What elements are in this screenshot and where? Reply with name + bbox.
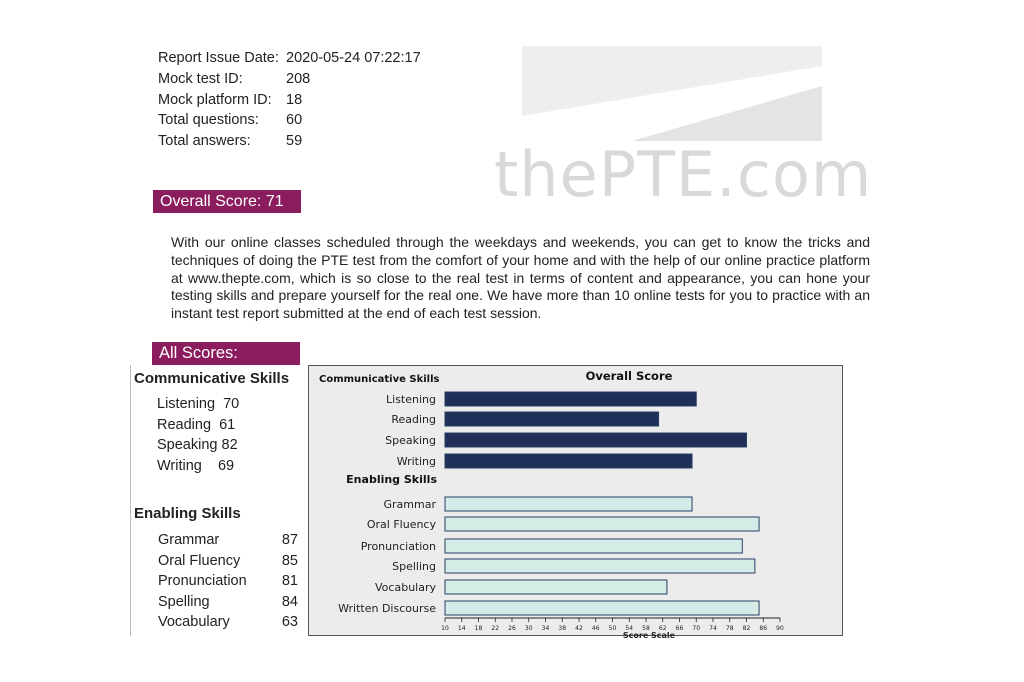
list-item: Listening 70 [157,396,240,412]
enabling-skills-title: Enabling Skills [134,505,241,522]
chart-bar [445,539,742,553]
list-item: Grammar 87 [158,532,298,548]
chart-tick-label: 34 [541,625,550,632]
chart-tick-label: 26 [508,625,516,632]
chart-category-label: Spelling [392,560,436,573]
chart-bar [445,517,759,531]
chart-tick-label: 54 [625,625,634,632]
chart-tick-label: 66 [675,625,684,632]
watermark-text: thePTE.com [494,138,873,211]
chart-group-label: Enabling Skills [346,473,437,486]
chart-category-label: Speaking [385,434,436,447]
chart-tick-label: 62 [658,625,667,632]
chart-tick-label: 82 [742,625,751,632]
chart-bar [445,497,692,511]
meta-row: Mock platform ID: 18 [158,91,303,108]
chart-category-label: Grammar [383,498,436,511]
overall-score-chart [308,365,843,640]
chart-tick-label: 70 [692,625,701,632]
bar-chart-svg [309,366,842,640]
chart-category-label: Written Discourse [338,602,436,615]
chart-bar [445,392,696,406]
chart-category-label: Reading [391,413,436,426]
communicative-skills-title: Communicative Skills [134,370,290,387]
list-item: Vocabulary 63 [158,614,298,631]
watermark-logo-shape [522,46,822,141]
list-item: Writing 69 [157,457,235,474]
chart-tick-label: 22 [491,625,500,632]
chart-tick-label: 10 [441,625,449,632]
chart-tick-label: 42 [575,625,583,632]
description-paragraph: With our online classes scheduled through the weekdays and weekends, you can get to know the tricks and techniques of doing the PTE test from the comfort of your home and with the help of our online practice platform at www.thepte.com, which is so close to the real test in terms of content and appearance, you can hone your testing skills and prepare yourself for the real one. We have more than 10 online tests for you to practice with an instant test report submitted at the end of each test session. [171,234,870,322]
chart-tick-label: 46 [591,625,600,632]
list-item: Pronunciation 81 [158,573,298,590]
chart-tick-label: 78 [725,625,734,632]
chart-tick-label: 50 [608,625,617,632]
chart-tick-label: 90 [776,625,784,632]
list-item: Reading 61 [157,416,236,433]
chart-category-label: Writing [396,455,436,468]
overall-score-badge: Overall Score: 71 [153,190,301,213]
divider [130,365,131,636]
chart-bar [445,454,692,468]
chart-x-label: Score Scale [622,631,676,640]
list-item: Spelling 84 [158,593,298,610]
chart-category-label: Pronunciation [360,540,436,553]
chart-group-label: Communicative Skills [319,374,440,385]
list-item: Speaking 82 [157,437,238,454]
meta-row: Report Issue Date: 2020-05-24 07:22:17 [158,50,421,66]
chart-bar [445,580,667,594]
meta-row: Total answers: 59 [158,133,303,150]
chart-bar [445,559,755,573]
meta-row: Total questions: 60 [158,112,303,129]
enabling-skills-list [158,530,298,633]
chart-tick-label: 30 [524,625,533,632]
chart-bar [445,412,659,426]
chart-category-label: Vocabulary [375,581,436,594]
chart-title: Overall Score [585,369,673,383]
chart-category-label: Listening [386,393,436,406]
all-scores-badge: All Scores: [152,342,300,365]
meta-row: Mock test ID: 208 [158,70,311,87]
chart-bar [445,601,759,615]
communicative-skills-list [157,394,239,476]
chart-tick-label: 38 [558,625,567,632]
chart-tick-label: 18 [474,625,483,632]
chart-bar [445,433,747,447]
report-meta [158,48,421,152]
chart-tick-label: 58 [642,625,650,632]
list-item: Oral Fluency 85 [158,552,298,569]
chart-tick-label: 14 [457,625,466,632]
chart-tick-label: 74 [709,625,717,632]
chart-category-label: Oral Fluency [366,518,436,531]
chart-tick-label: 86 [759,625,768,632]
